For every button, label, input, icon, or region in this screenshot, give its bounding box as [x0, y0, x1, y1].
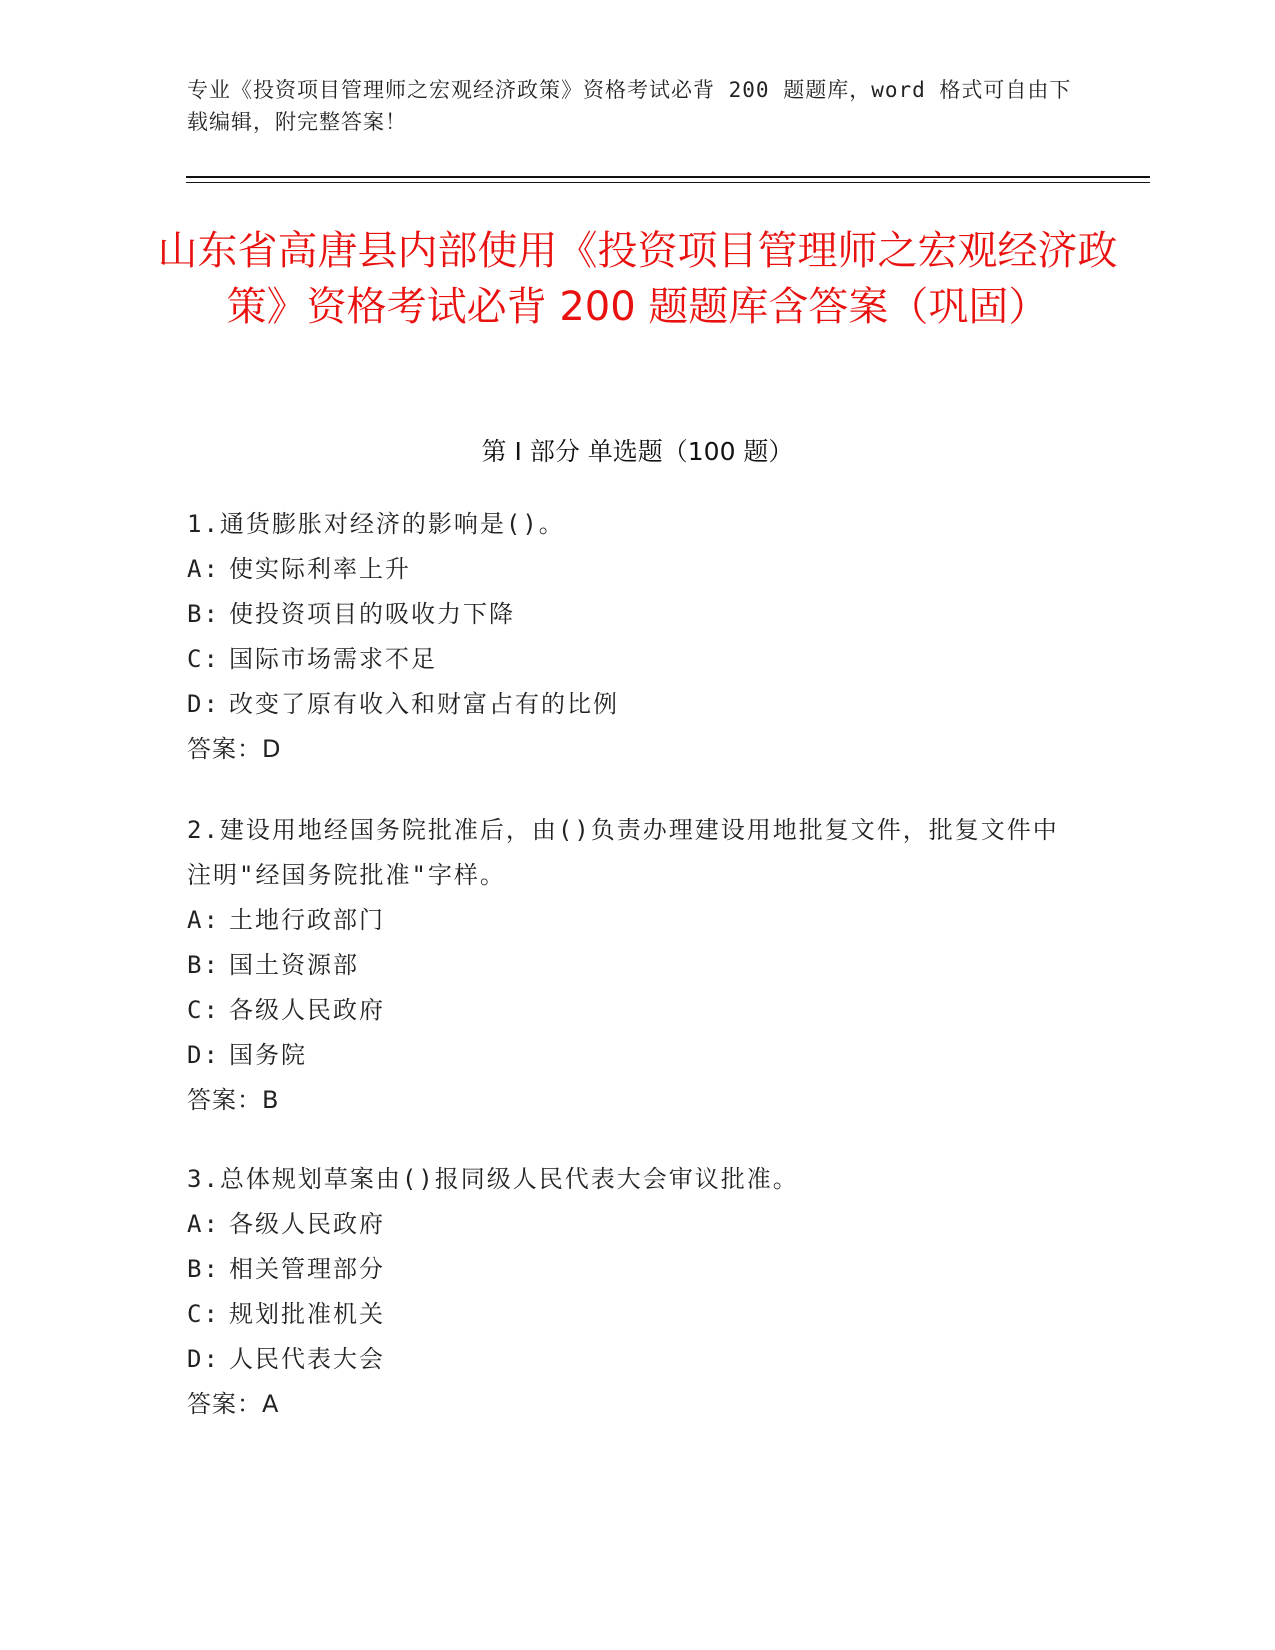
option-text: 使投资项目的吸收力下降: [229, 600, 515, 628]
option-d: [187, 682, 1067, 727]
option-letter: A:: [187, 906, 220, 934]
answer-line: 答案：B: [187, 1086, 280, 1114]
option-text: 规划批准机关: [229, 1300, 385, 1328]
option-a: [187, 898, 1067, 943]
question-1: [187, 502, 1067, 772]
option-letter: B:: [187, 600, 220, 628]
option-c: [187, 1292, 1067, 1337]
option-letter: C:: [187, 996, 220, 1024]
header-note: 专业《投资项目管理师之宏观经济政策》资格考试必背 200 题题库，word 格式可自由下载编辑，附完整答案！: [187, 78, 1072, 134]
option-text: 土地行政部门: [229, 906, 385, 934]
option-text: 使实际利率上升: [229, 555, 411, 583]
question-3: [187, 1157, 1067, 1427]
option-text: 各级人民政府: [229, 996, 385, 1024]
option-c: [187, 988, 1067, 1033]
option-d: [187, 1337, 1067, 1382]
option-letter: D:: [187, 1041, 220, 1069]
option-letter: D:: [187, 690, 220, 718]
option-letter: D:: [187, 1345, 220, 1373]
option-letter: A:: [187, 1210, 220, 1238]
document-title: 山东省高唐县内部使用《投资项目管理师之宏观经济政策》资格考试必背 200 题题库含答案（巩固）: [157, 228, 1118, 330]
option-text: 人民代表大会: [229, 1345, 385, 1373]
option-letter: B:: [187, 951, 220, 979]
option-text: 国土资源部: [229, 951, 359, 979]
section-heading: 第 I 部分 单选题（100 题）: [481, 437, 794, 466]
question-2: [187, 808, 1067, 1123]
option-b: [187, 592, 1067, 637]
header-divider-thick: [186, 176, 1150, 178]
option-text: 改变了原有收入和财富占有的比例: [229, 690, 619, 718]
option-text: 国务院: [229, 1041, 307, 1069]
question-stem: 2.建设用地经国务院批准后，由()负责办理建设用地批复文件，批复文件中注明"经国务院批准"字样。: [187, 816, 1059, 889]
option-letter: B:: [187, 1255, 220, 1283]
option-c: [187, 637, 1067, 682]
option-text: 国际市场需求不足: [229, 645, 437, 673]
question-stem: 1.通货膨胀对经济的影响是()。: [187, 510, 565, 538]
answer-line: 答案：A: [187, 1390, 280, 1418]
option-d: [187, 1033, 1067, 1078]
answer-line: 答案：D: [187, 735, 282, 763]
option-text: 相关管理部分: [229, 1255, 385, 1283]
option-b: [187, 943, 1067, 988]
question-stem: 3.总体规划草案由()报同级人民代表大会审议批准。: [187, 1165, 799, 1193]
option-letter: A:: [187, 555, 220, 583]
option-text: 各级人民政府: [229, 1210, 385, 1238]
header-divider-thin: [186, 182, 1150, 183]
option-a: [187, 1202, 1067, 1247]
option-a: [187, 547, 1067, 592]
option-letter: C:: [187, 1300, 220, 1328]
option-letter: C:: [187, 645, 220, 673]
option-b: [187, 1247, 1067, 1292]
